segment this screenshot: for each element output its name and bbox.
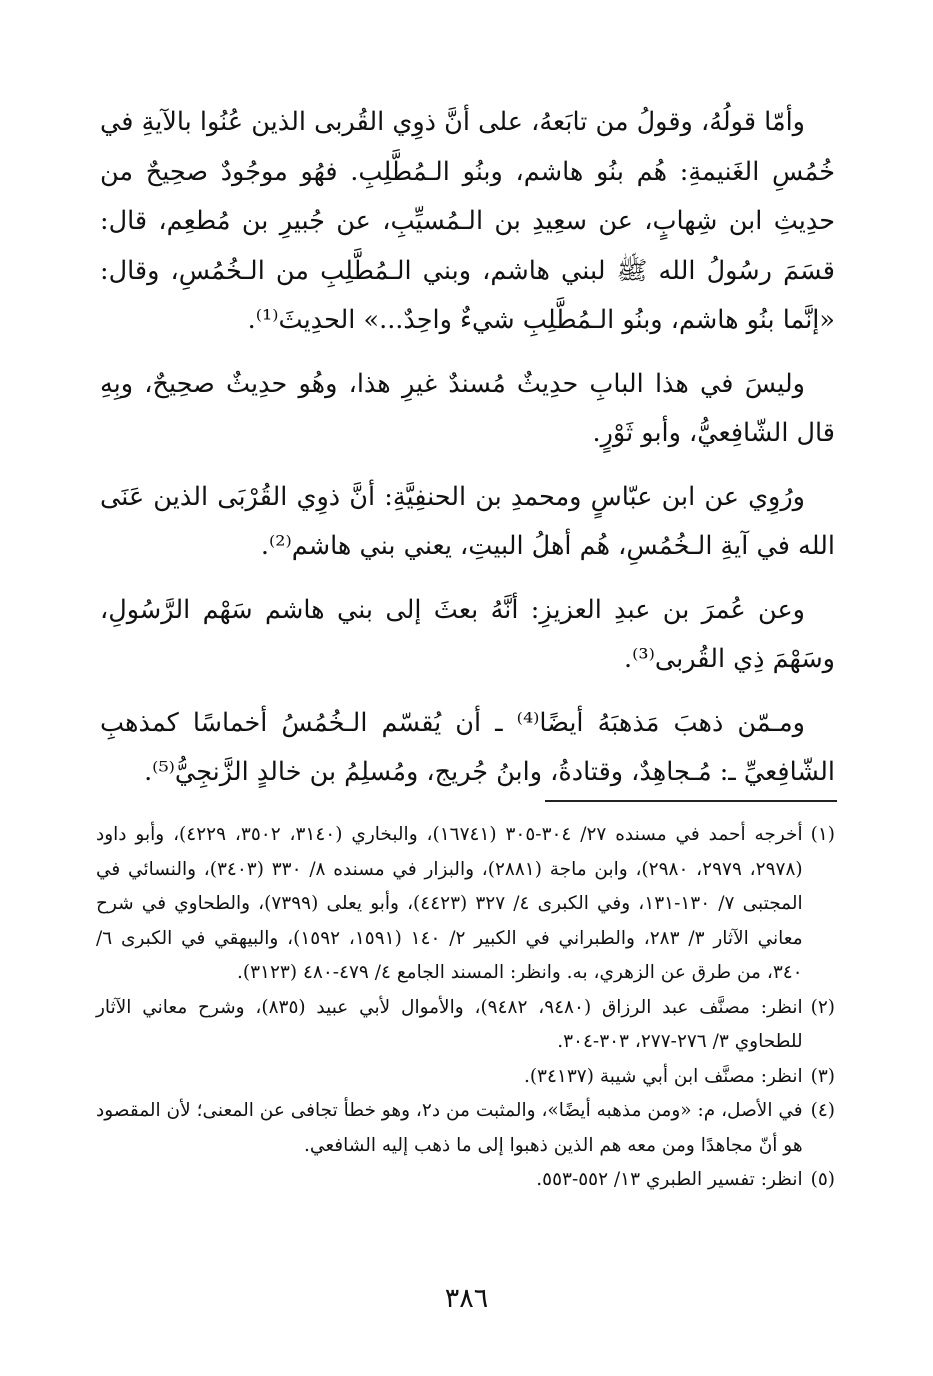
- footnote-number: (٥): [810, 1169, 835, 1190]
- footnotes: [96, 818, 835, 1198]
- paragraph-4: وعن عُمرَ بن عبدِ العزيزِ: أنَّهُ بعثَ إلى بني هاشم سَهْم الرَّسُولِ، وسَهْمَ ذِي القُربى⁽³⁾.: [100, 594, 835, 674]
- footnote-divider: [545, 800, 837, 802]
- footnote-text: انظر: تفسير الطبري ١٣/ ٥٥٢-٥٥٣.: [536, 1169, 803, 1190]
- footnote-4: [96, 1094, 835, 1163]
- footnote-text: انظر: مصنَّف عبد الرزاق (٩٤٨٠، ٩٤٨٢)، والأموال لأبي عبيد (٨٣٥)، وشرح معاني الآثار للطحاوي ٣/ ٢٧٦-٢٧٧، ٣٠٣-٣٠٤.: [96, 996, 803, 1052]
- footnote-3: [96, 1060, 835, 1095]
- main-text: [100, 98, 835, 812]
- paragraph-3: ورُوِي عن ابن عبّاسٍ ومحمدِ بن الحنفِيَّةِ: أنَّ ذوِي القُرْبَى الذين عَنَى الله في آيةِ الـخُمُسِ، هُم أهلُ البيتِ، يعني بني هاشم⁽²⁾.: [100, 481, 835, 561]
- footnote-text: في الأصل، م: «ومن مذهبه أيضًا»، والمثبت من د٢، وهو خطأ تجافى عن المعنى؛ لأن المقصود هو أنّ مجاهدًا ومن معه هم الذين ذهبوا إلى ما ذهب إليه الشافعي.: [96, 1100, 803, 1156]
- paragraph-2: وليسَ في هذا البابِ حدِيثٌ مُسندٌ غيرِ هذا، وهُو حدِيثٌ صحِيحٌ، وبِهِ قال الشّافِعيُّ، وأبو ثَوْرٍ.: [100, 368, 835, 448]
- paragraph-1: وأمّا قولُهُ، وقولُ من تابَعهُ، على أنَّ ذوِي القُربى الذين عُنُوا بالآيةِ في خُمُسِ الغَنيمةِ: هُم بنُو هاشم، وبنُو الـمُطَّلِبِ. فهُو موجُودٌ صحِيحٌ من حدِيثِ ابن شِهابٍ، عن سعِيدِ بن الـمُسيِّبِ، عن جُبيرِ بن مُطعِم، قال: قسَمَ رسُولُ الله ﷺ لبني هاشم، وبني الـمُطَّلِبِ من الـخُمُسِ، وقال: «إنَّما بنُو هاشم، وبنُو الـمُطَّلِبِ شيءٌ واحِدٌ...» الحدِيثَ⁽¹⁾.: [100, 107, 835, 335]
- footnote-number: (٤): [810, 1100, 835, 1121]
- footnote-5: [96, 1163, 835, 1198]
- footnote-2: [96, 991, 835, 1060]
- footnote-text: أخرجه أحمد في مسنده ٢٧/ ٣٠٤-٣٠٥ (١٦٧٤١)، والبخاري (٣١٤٠، ٣٥٠٢، ٤٢٢٩)، وأبو داود (٢٩٧٨، ٢٩٧٩، ٢٩٨٠)، وابن ماجة (٢٨٨١)، والبزار في مسنده ٨/ ٣٣٠ (٣٤٠٣)، والنسائي في المجتبى ٧/ ١٣٠-١٣١، وفي الكبرى ٤/ ٣٢٧ (٤٤٢٣)، وأبو يعلى (٧٣٩٩)، والطحاوي في شرح معاني الآثار ٣/ ٢٨٣، والطبراني في الكبير ٢/ ١٤٠ (١٥٩١، ١٥٩٢)، والبيهقي في الكبرى ٦/ ٣٤٠، من طرق عن الزهري، به. وانظر: المسند الجامع ٤/ ٤٧٩-٤٨٠ (٣١٢٣).: [96, 824, 803, 983]
- footnote-number: (١): [810, 824, 835, 845]
- footnote-1: [96, 818, 835, 991]
- footnote-text: انظر: مصنَّف ابن أبي شيبة (٣٤١٣٧).: [523, 1065, 803, 1087]
- footnote-number: (٣): [810, 1065, 835, 1087]
- page-number: ٣٨٦: [444, 1283, 489, 1314]
- footnote-number: (٢): [810, 996, 835, 1018]
- paragraph-5: ومـمّن ذهبَ مَذهبَهُ أيضًا⁽⁴⁾ ـ أن يُقسّم الـخُمُسُ أخماسًا كمذهبِ الشّافِعيِّ ـ: مُـجاهِدٌ، وقتادةُ، وابنُ جُريج، ومُسلِمُ بن خالدٍ الزَّنجِيُّ⁽⁵⁾.: [100, 707, 835, 787]
